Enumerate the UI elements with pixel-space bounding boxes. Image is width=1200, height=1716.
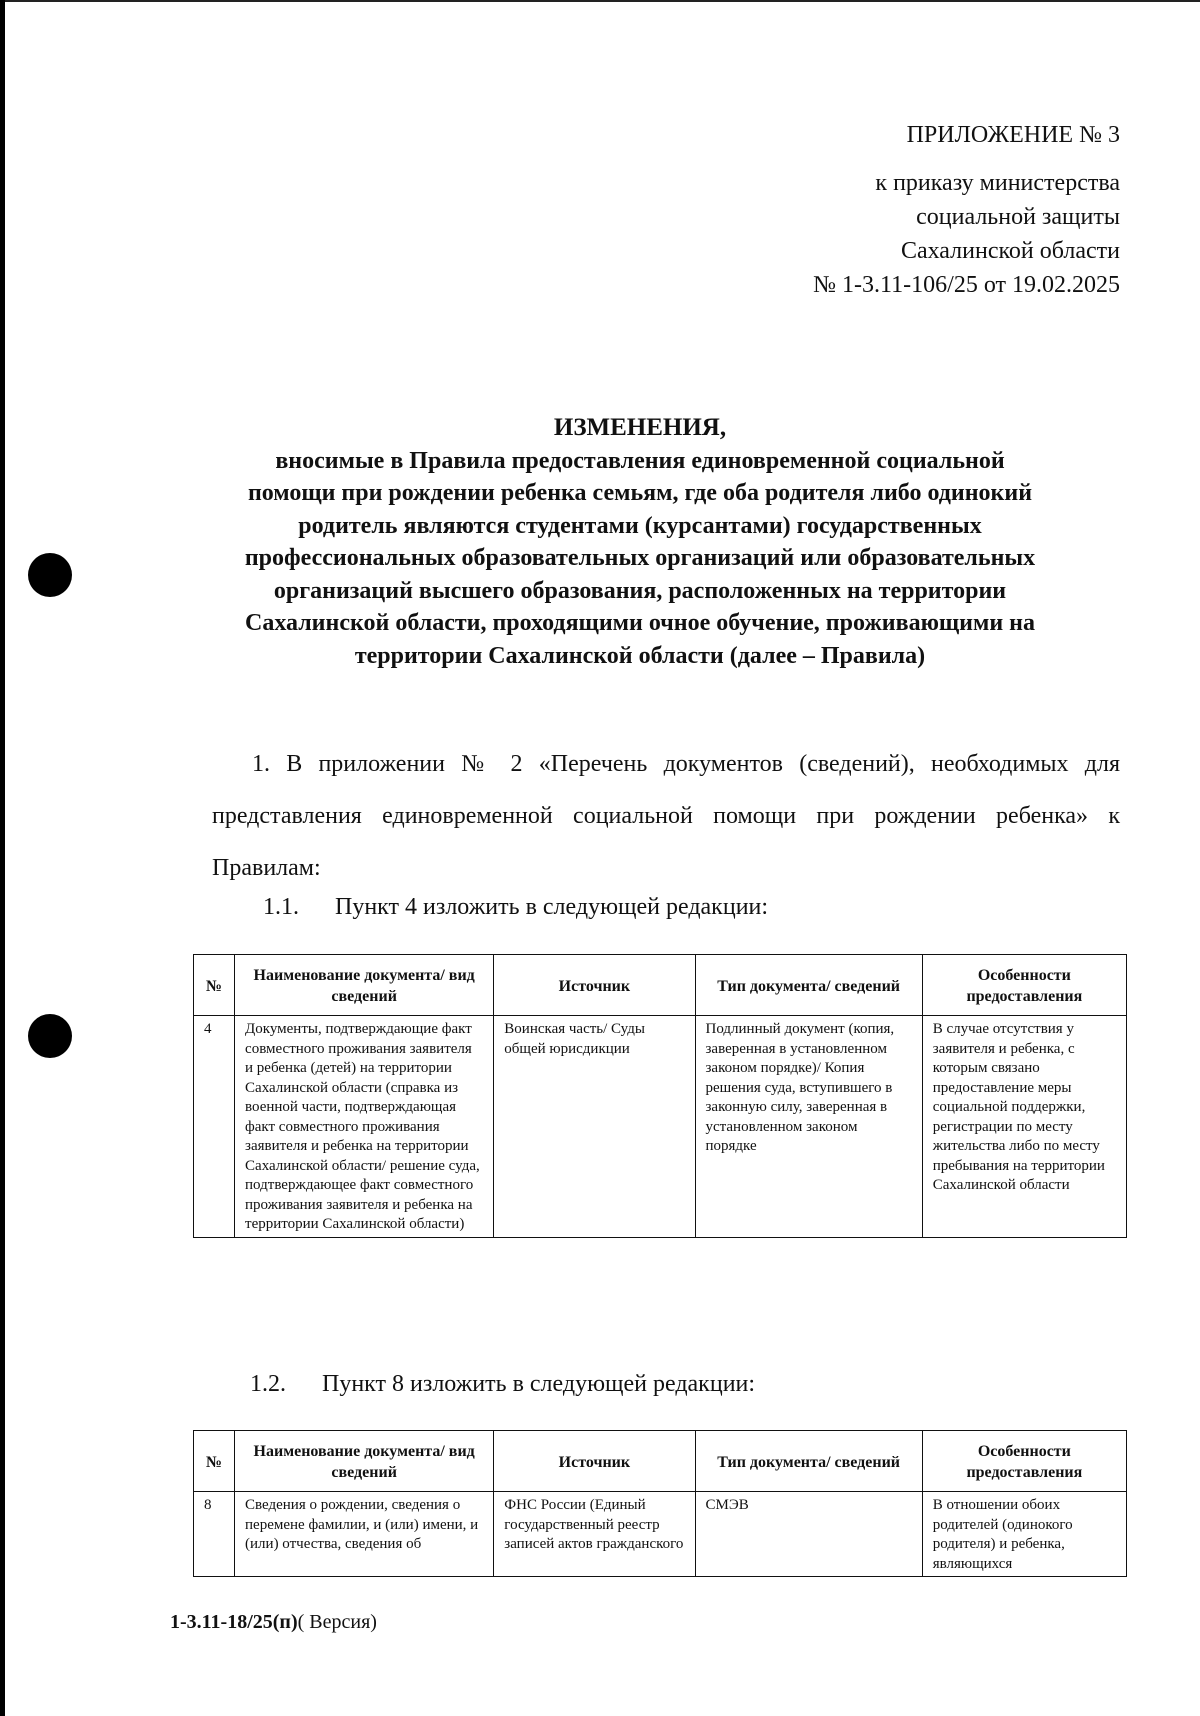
cell-num: 8 xyxy=(194,1492,235,1577)
subpoint-number: 1.1. xyxy=(263,894,299,920)
footer-code: 1-3.11-18/25(п) xyxy=(170,1611,298,1633)
cell-type: СМЭВ xyxy=(695,1492,922,1577)
appendix-header xyxy=(813,118,1120,302)
table-row xyxy=(194,1016,1127,1238)
heading-line: профессиональных образовательных организаций или образовательных xyxy=(244,545,1036,571)
heading-line: Сахалинской области, проходящими очное обучение, проживающими на xyxy=(244,610,1036,636)
cell-type: Подлинный документ (копия, заверенная в установленном законом порядке)/ Копия решения суда, вступившего в законную силу, заверенная в установленном законом порядке xyxy=(695,1016,922,1238)
header-num: № xyxy=(194,955,235,1016)
cell-name: Документы, подтверждающие факт совместного проживания заявителя и ребенка (детей) на территории Сахалинской области (справка из военной части, подтверждающая факт совместного проживания заявителя и ребенка на территории Сахалинской области/ решение суда, подтверждающее факт совместного проживания заявителя и ребенка на территории Сахалинской области) xyxy=(235,1016,494,1238)
cell-source: Воинская часть/ Суды общей юрисдикции xyxy=(494,1016,695,1238)
header-name: Наименование документа/ вид сведений xyxy=(235,955,494,1016)
subpoint-text: Пункт 8 изложить в следующей редакции: xyxy=(322,1371,756,1397)
appendix-line: Сахалинской области xyxy=(900,238,1120,264)
subpoint-text: Пункт 4 изложить в следующей редакции: xyxy=(335,894,769,920)
header-features: Особенности предоставления xyxy=(922,1431,1126,1492)
cell-name: Сведения о рождении, сведения о перемене фамилии, и (или) имени, и (или) отчества, сведения об xyxy=(235,1492,494,1577)
table-header-row xyxy=(194,1431,1127,1492)
heading-title: ИЗМЕНЕНИЯ, xyxy=(553,414,727,441)
footer-version: ( Версия) xyxy=(297,1611,377,1633)
heading-line: помощи при рождении ребенка семьям, где оба родителя либо одинокий xyxy=(247,480,1033,506)
heading-line: родитель являются студентами (курсантами) государственных xyxy=(298,512,982,539)
appendix-line: к приказу министерства xyxy=(875,170,1120,196)
subpoint-1-1 xyxy=(263,891,768,923)
cell-features: В случае отсутствия у заявителя и ребенка, с которым связано предоставление меры социальной поддержки, регистрации по месту жительства либо по месту пребывания на территории Сахалинской области xyxy=(922,1016,1126,1238)
header-type: Тип документа/ сведений xyxy=(695,1431,922,1492)
header-source: Источник xyxy=(494,955,695,1016)
paragraph-1: 1. В приложении № 2 «Перечень документов (сведений), необходимых для представления единовременной социальной помощи при рождении ребенка» к Правилам: xyxy=(212,751,1120,881)
subpoint-1-2 xyxy=(250,1368,755,1400)
scan-left-edge xyxy=(0,0,5,1716)
cell-features: В отношении обоих родителей (одинокого родителя) и ребенка, являющихся xyxy=(922,1492,1126,1577)
header-name: Наименование документа/ вид сведений xyxy=(235,1431,494,1492)
table-point-8 xyxy=(193,1430,1127,1577)
appendix-title: ПРИЛОЖЕНИЕ № 3 xyxy=(906,122,1120,148)
header-num: № xyxy=(194,1431,235,1492)
heading-line: организаций высшего образования, расположенных на территории xyxy=(273,577,1007,604)
cell-num: 4 xyxy=(194,1016,235,1238)
heading-line: территории Сахалинской области (далее – Правила) xyxy=(354,642,926,669)
heading-line: вносимые в Правила предоставления единовременной социальной xyxy=(275,447,1005,474)
header-source: Источник xyxy=(494,1431,695,1492)
subpoint-number: 1.2. xyxy=(250,1371,286,1397)
table-row xyxy=(194,1492,1127,1577)
cell-source: ФНС России (Единый государственный реестр записей актов гражданского xyxy=(494,1492,695,1577)
table-header-row xyxy=(194,955,1127,1016)
document-heading xyxy=(160,412,1120,672)
punch-hole xyxy=(28,1014,72,1058)
header-features: Особенности предоставления xyxy=(922,955,1126,1016)
footer-document-code xyxy=(170,1611,377,1634)
appendix-line: социальной защиты xyxy=(916,204,1120,230)
appendix-order-number: № 1-3.11-106/25 от 19.02.2025 xyxy=(813,272,1120,298)
scan-top-edge xyxy=(0,0,1200,2)
table-point-4 xyxy=(193,954,1127,1238)
punch-hole xyxy=(28,553,72,597)
header-type: Тип документа/ сведений xyxy=(695,955,922,1016)
